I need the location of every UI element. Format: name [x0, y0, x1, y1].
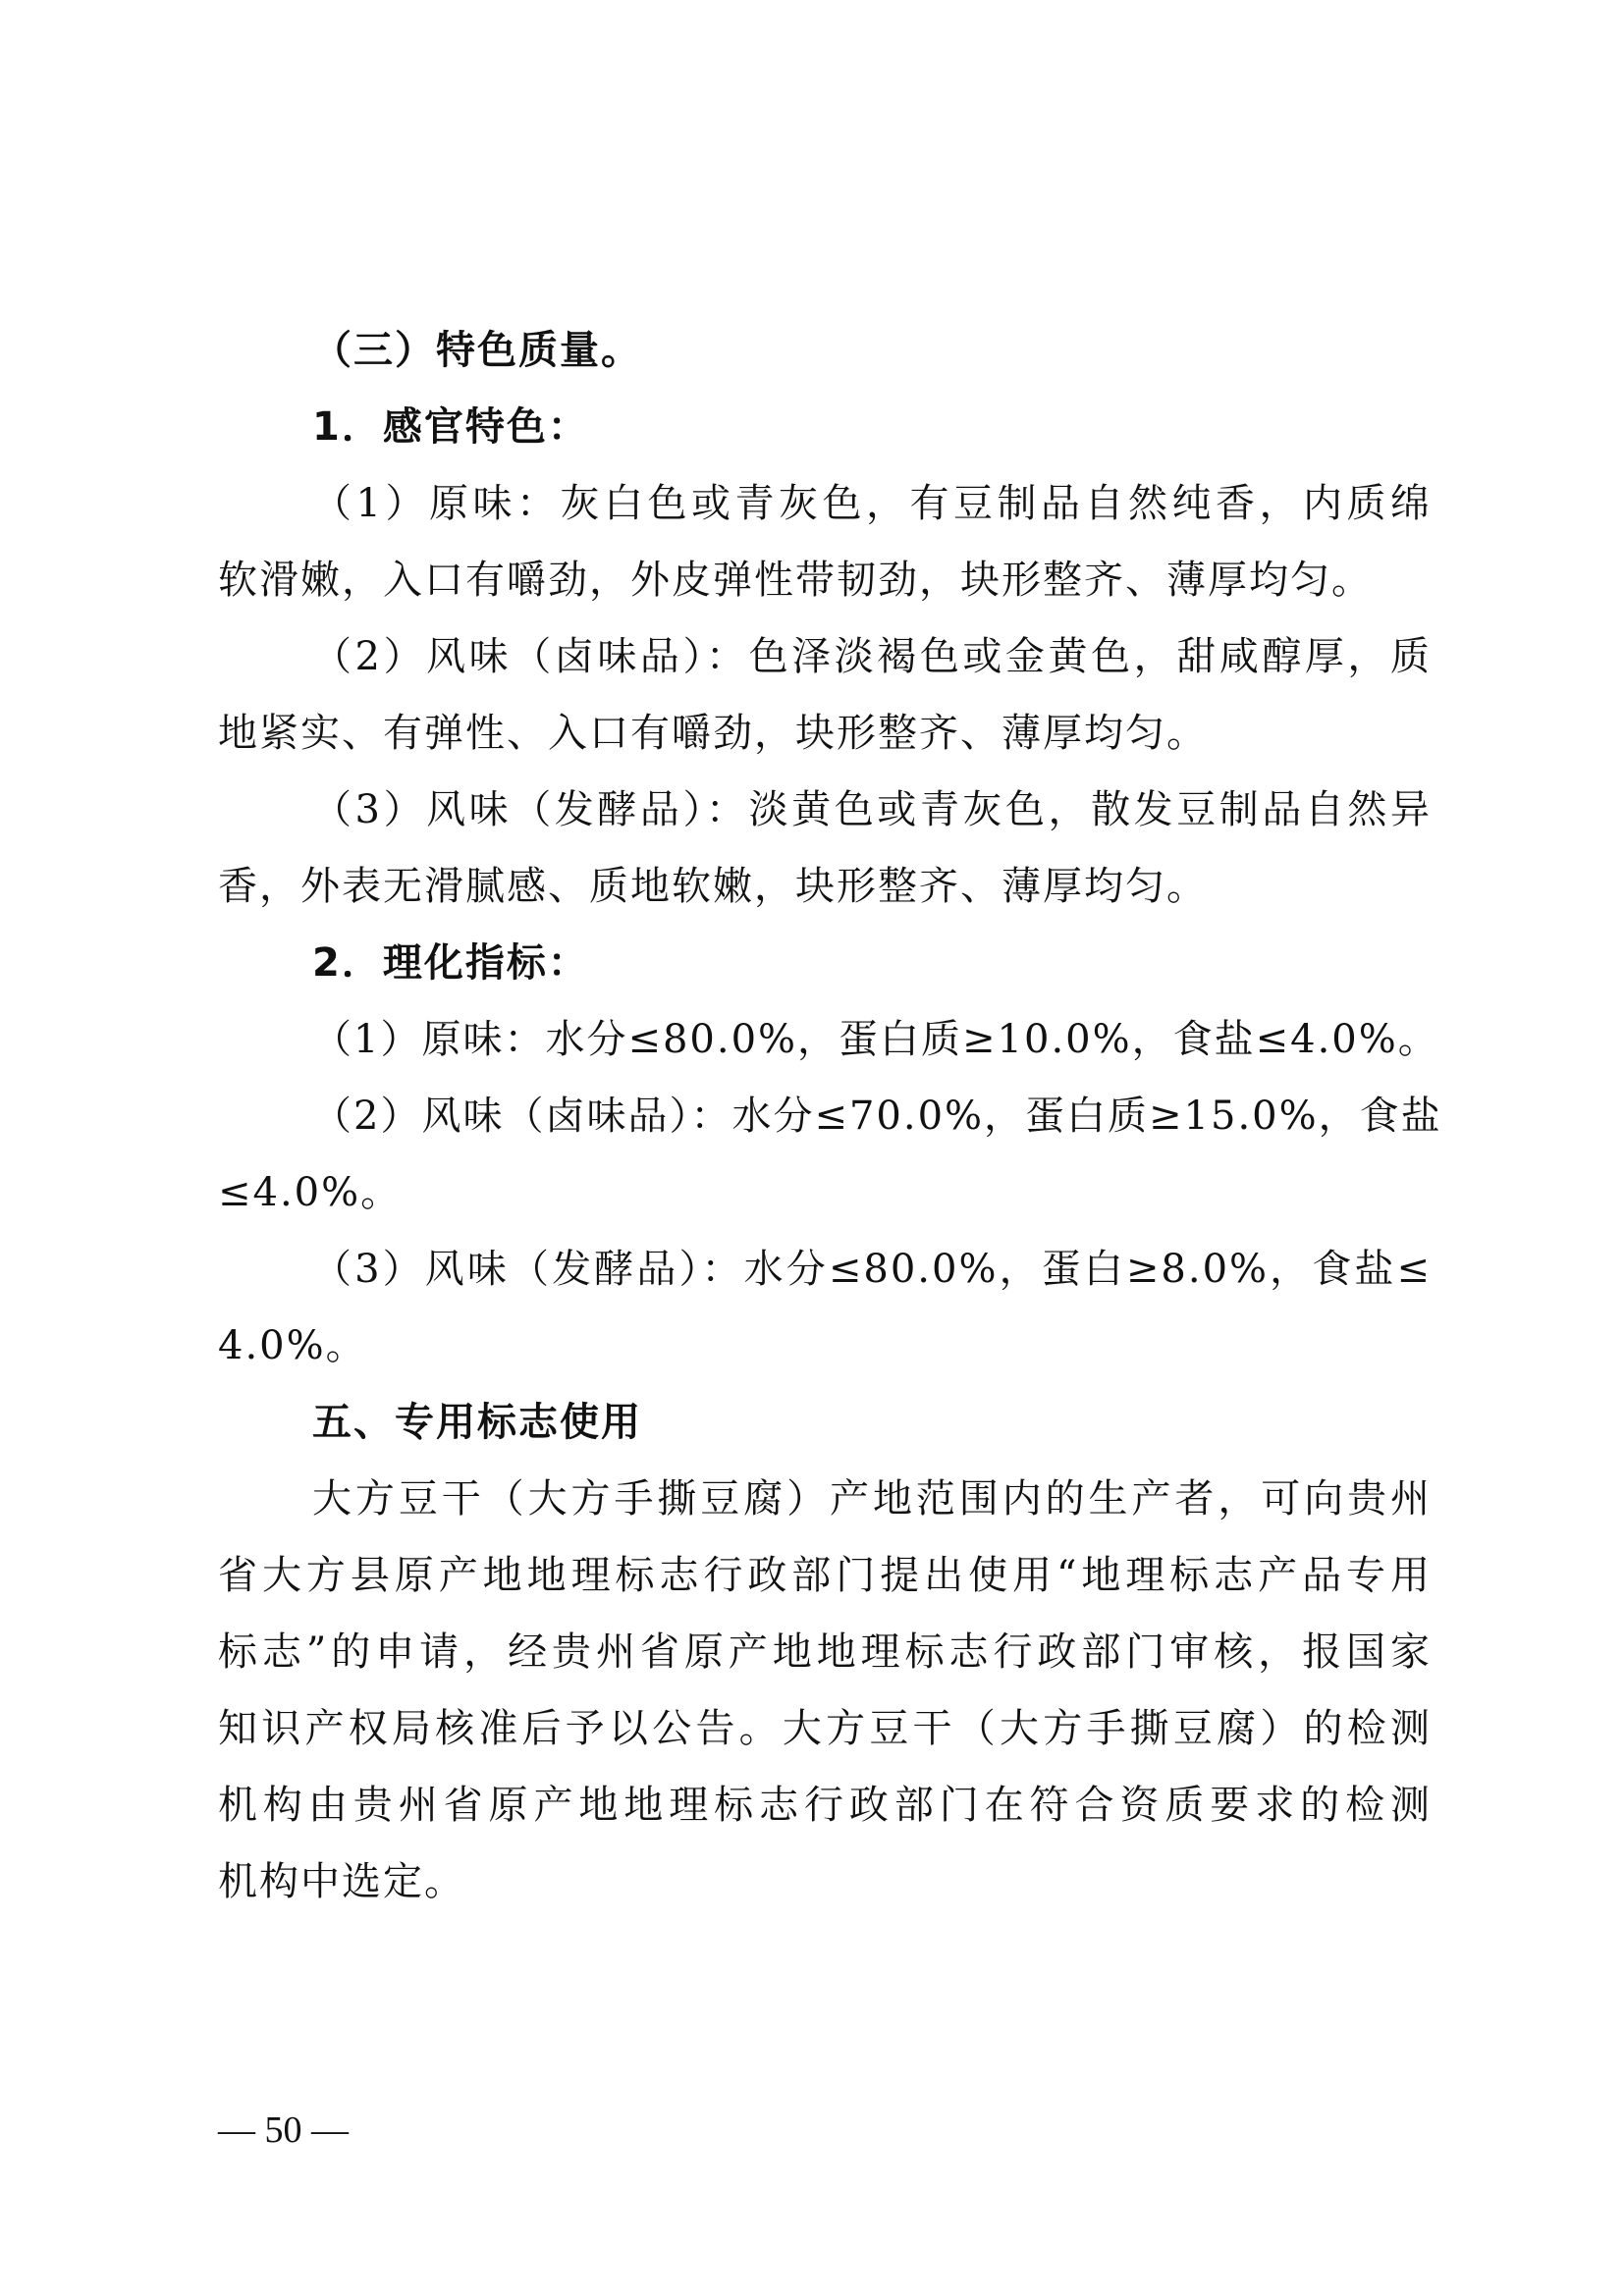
sensory-item-3-line-1: （3）风味（发酵品）：淡黄色或青灰色，散发豆制品自然异 [312, 787, 1432, 832]
subheading-sensory: 1．感官特色： [312, 404, 589, 450]
physchem-item-3-line-1: （3）风味（发酵品）：水分≤80.0%，蛋白≥8.0%，食盐≤ [312, 1247, 1432, 1292]
document-body [218, 312, 1442, 1920]
sensory-item-1-line-1: （1）原味：灰白色或青灰色，有豆制品自然纯香，内质绵 [312, 481, 1432, 526]
sensory-item-1-line-2: 软滑嫩，入口有嚼劲，外皮弹性带韧劲，块形整齐、薄厚均匀。 [218, 558, 1373, 603]
logo-use-paragraph-line-3: 标志”的申请，经贵州省原产地地理标志行政部门审核，报国家 [218, 1629, 1432, 1675]
logo-use-paragraph-line-6: 机构中选定。 [218, 1859, 465, 1904]
physchem-item-1-line-1: （1）原味：水分≤80.0%，蛋白质≥10.0%，食盐≤4.0%。 [312, 1017, 1439, 1062]
logo-use-paragraph-line-5: 机构由贵州省原产地地理标志行政部门在符合资质要求的检测 [218, 1783, 1432, 1828]
sensory-item-2-line-2: 地紧实、有弹性、入口有嚼劲，块形整齐、薄厚均匀。 [218, 711, 1208, 756]
page-number: — 50 — [218, 2109, 349, 2151]
physchem-item-2-line-1: （2）风味（卤味品）：水分≤70.0%，蛋白质≥15.0%，食盐 [312, 1094, 1442, 1139]
section-heading-logo-use: 五、专用标志使用 [312, 1400, 642, 1445]
sensory-item-3-line-2: 香，外表无滑腻感、质地软嫩，块形整齐、薄厚均匀。 [218, 864, 1208, 909]
section-heading-quality: （三）特色质量。 [312, 328, 642, 373]
subheading-physchem: 2．理化指标： [312, 940, 589, 986]
physchem-item-2-line-2: ≤4.0%。 [218, 1170, 403, 1215]
logo-use-paragraph-line-1: 大方豆干（大方手撕豆腐）产地范围内的生产者，可向贵州 [312, 1476, 1432, 1522]
sensory-item-2-line-1: （2）风味（卤味品）：色泽淡褐色或金黄色，甜咸醇厚，质 [312, 634, 1432, 679]
logo-use-paragraph-line-4: 知识产权局核准后予以公告。大方豆干（大方手撕豆腐）的检测 [218, 1706, 1432, 1751]
physchem-item-3-line-2: 4.0%。 [218, 1323, 367, 1368]
logo-use-paragraph-line-2: 省大方县原产地地理标志行政部门提出使用“地理标志产品专用 [218, 1553, 1432, 1598]
